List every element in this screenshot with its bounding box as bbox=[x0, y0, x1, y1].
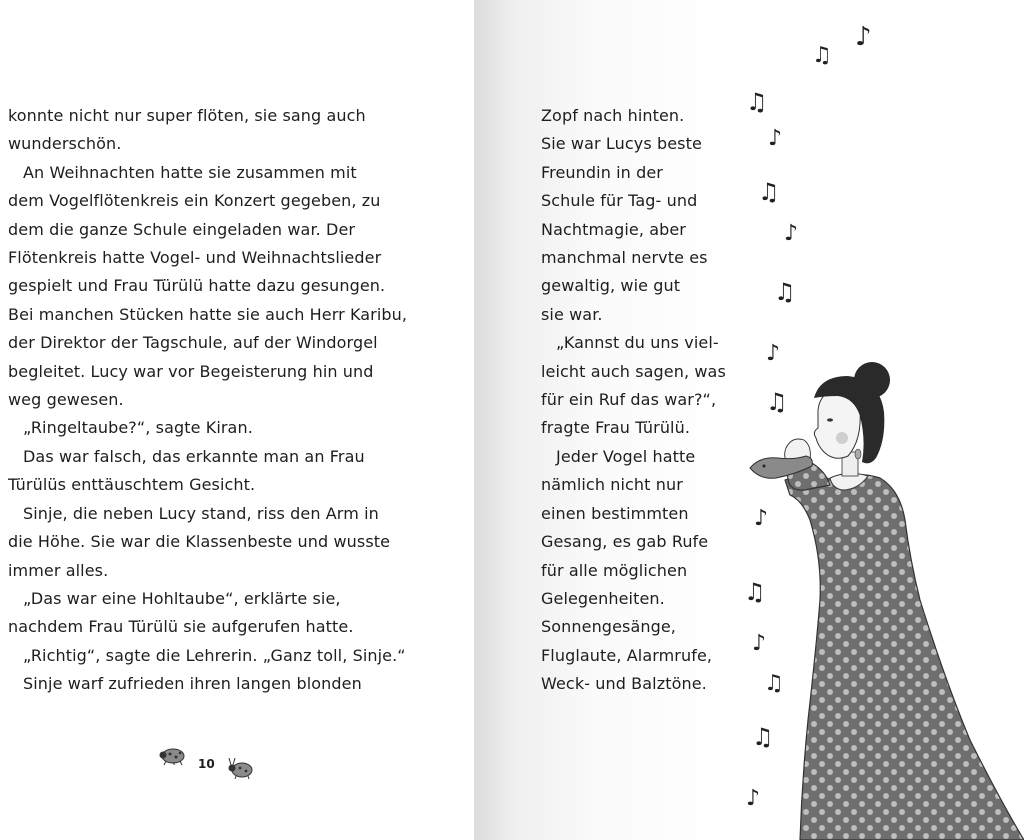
text-line: sie war. bbox=[541, 304, 603, 324]
text-line: Das war falsch, das erkannte man an Frau bbox=[23, 446, 365, 466]
svg-text:♫: ♫ bbox=[744, 578, 766, 606]
svg-text:♪: ♪ bbox=[752, 631, 767, 656]
svg-text:♫: ♫ bbox=[752, 723, 774, 751]
text-line: Sinje warf zufrieden ihren langen blonden bbox=[23, 674, 362, 694]
text-line: gespielt und Frau Türülü hatte dazu gesungen. bbox=[8, 276, 386, 296]
svg-text:♫: ♫ bbox=[746, 88, 768, 116]
text-line: An Weihnachten hatte sie zusammen mit bbox=[23, 162, 357, 182]
text-line: Sonnengesänge, bbox=[541, 617, 676, 637]
svg-text:♫: ♫ bbox=[766, 388, 788, 416]
text-line: für ein Ruf das war?“, bbox=[541, 390, 717, 410]
text-line: „Richtig“, sagte die Lehrerin. „Ganz toll, Sinje.“ bbox=[23, 645, 406, 665]
text-line: Sinje, die neben Lucy stand, riss den Arm in bbox=[23, 503, 379, 523]
text-line: konnte nicht nur super flöten, sie sang auch bbox=[8, 106, 366, 125]
text-line: immer alles. bbox=[8, 560, 109, 580]
text-line: Schule für Tag- und bbox=[541, 191, 698, 211]
svg-text:♪: ♪ bbox=[746, 786, 761, 811]
svg-text:♫: ♫ bbox=[774, 278, 796, 306]
text-line: „Das war eine Hohltaube“, erklärte sie, bbox=[23, 588, 341, 608]
ladybug-icon bbox=[158, 744, 188, 766]
text-line: wunderschön. bbox=[8, 134, 122, 154]
text-line: „Ringeltaube?“, sagte Kiran. bbox=[23, 418, 253, 438]
text-line: dem Vogelflötenkreis ein Konzert gegeben, zu bbox=[8, 191, 381, 211]
page-number: 10 bbox=[198, 757, 215, 771]
text-line: Freundin in der bbox=[541, 162, 663, 182]
page-footer bbox=[158, 742, 258, 782]
svg-text:♪: ♪ bbox=[784, 221, 799, 246]
text-line: begleitet. Lucy war vor Begeisterung hin und bbox=[8, 361, 374, 381]
svg-text:♪: ♪ bbox=[754, 506, 769, 531]
ladybug-icon bbox=[226, 756, 256, 780]
text-line: Sie war Lucys beste bbox=[541, 134, 702, 154]
text-line: Nachtmagie, aber bbox=[541, 219, 686, 239]
text-line: nachdem Frau Türülü sie aufgerufen hatte. bbox=[8, 617, 354, 637]
text-line: leicht auch sagen, was bbox=[541, 361, 726, 381]
text-line: einen bestimmten bbox=[541, 503, 689, 523]
text-line: der Direktor der Tagschule, auf der Windorgel bbox=[8, 333, 378, 353]
text-line: manchmal nervte es bbox=[541, 248, 708, 268]
text-line: Zopf nach hinten. bbox=[541, 106, 685, 125]
text-line: „Kannst du uns viel- bbox=[556, 333, 719, 353]
svg-text:♫: ♫ bbox=[758, 178, 780, 206]
svg-text:♫: ♫ bbox=[764, 671, 784, 696]
right-page-text bbox=[541, 102, 751, 699]
text-line: für alle möglichen bbox=[541, 560, 688, 580]
text-line: fragte Frau Türülü. bbox=[541, 418, 691, 438]
svg-text:♪: ♪ bbox=[768, 126, 783, 151]
left-page-text bbox=[8, 102, 448, 699]
text-line: gewaltig, wie gut bbox=[541, 276, 681, 296]
text-line: die Höhe. Sie war die Klassenbeste und wusste bbox=[8, 532, 391, 552]
text-line: weg gewesen. bbox=[8, 390, 124, 410]
text-line: Fluglaute, Alarmrufe, bbox=[541, 645, 713, 665]
text-line: Bei manchen Stücken hatte sie auch Herr Karibu, bbox=[8, 304, 408, 324]
text-line: Gelegenheiten. bbox=[541, 588, 665, 608]
text-line: Weck- und Balztöne. bbox=[541, 674, 707, 694]
text-line: Gesang, es gab Rufe bbox=[541, 532, 709, 552]
text-line: Jeder Vogel hatte bbox=[556, 446, 696, 466]
text-line: dem die ganze Schule eingeladen war. Der bbox=[8, 219, 356, 239]
svg-text:♫: ♫ bbox=[812, 43, 832, 68]
text-line: Türülüs enttäuschtem Gesicht. bbox=[8, 475, 256, 495]
text-line: Flötenkreis hatte Vogel- und Weihnachtslieder bbox=[8, 248, 382, 268]
svg-text:♪: ♪ bbox=[766, 341, 781, 366]
teacher-playing-flute-illustration bbox=[730, 0, 1024, 840]
text-line: nämlich nicht nur bbox=[541, 475, 683, 495]
svg-text:♪: ♪ bbox=[855, 22, 872, 52]
